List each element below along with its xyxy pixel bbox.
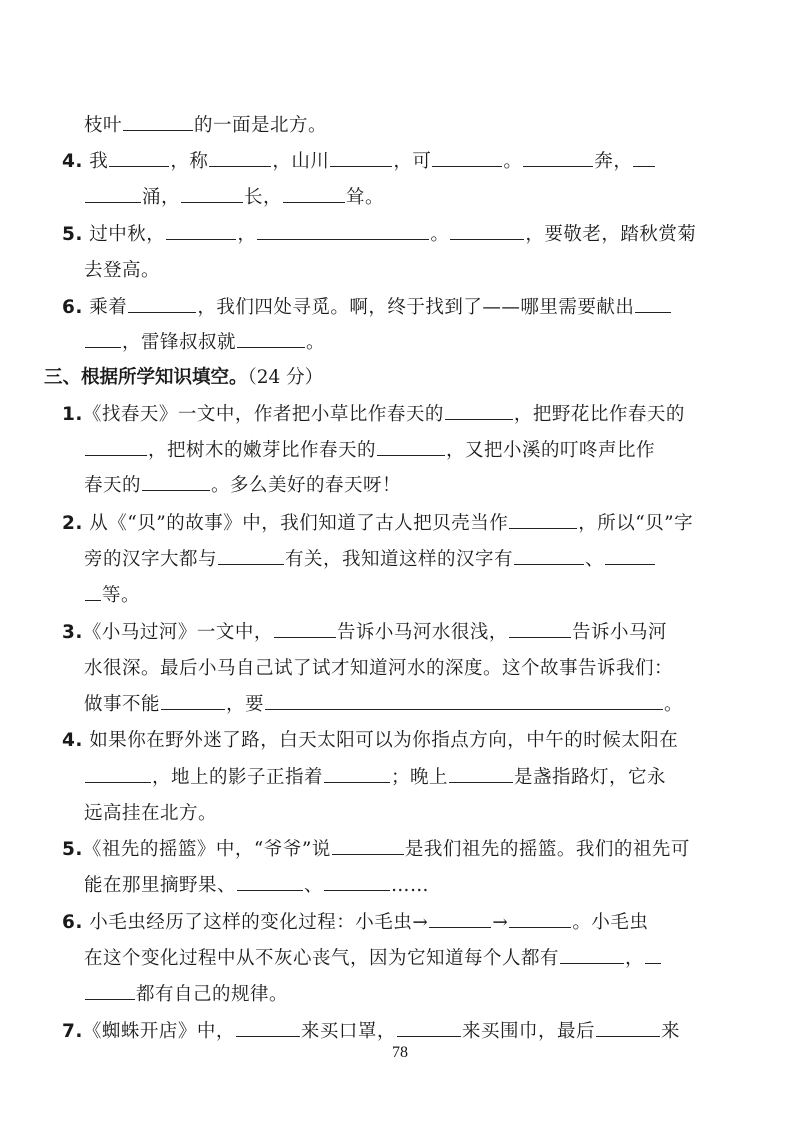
s3-question-3-cont2: 做事不能 ，要 。 bbox=[84, 694, 684, 715]
fill-blank[interactable] bbox=[85, 331, 121, 348]
s3-question-2: 2. 从《“贝”的故事》中，我们知道了古人把贝壳当作 ，所以“贝”字 bbox=[62, 513, 694, 534]
fill-blank[interactable] bbox=[236, 1020, 300, 1037]
fill-blank[interactable] bbox=[85, 584, 101, 601]
fill-blank[interactable] bbox=[377, 439, 445, 456]
line-continuation: 枝叶 的一面是北方。 bbox=[84, 115, 328, 136]
s3-question-6-cont2: 都有自己的规律。 bbox=[84, 983, 288, 1007]
fill-blank[interactable] bbox=[128, 296, 196, 313]
fill-blank[interactable] bbox=[123, 114, 193, 131]
fill-blank[interactable] bbox=[237, 874, 303, 891]
arrow-icon: → bbox=[412, 912, 429, 933]
s3-question-6: 6. 小毛虫经历了这样的变化过程：小毛虫→ → 。小毛虫 bbox=[62, 912, 649, 933]
s3-question-4: 4. 如果你在野外迷了路，白天太阳可以为你指点方向，中午的时候太阳在 bbox=[62, 730, 679, 751]
fill-blank[interactable] bbox=[509, 621, 571, 638]
fill-blank[interactable] bbox=[257, 223, 429, 240]
s3-question-3-cont: 水很深。最后小马自己试了试才知道河水的深度。这个故事告诉我们： bbox=[84, 658, 674, 679]
arrow-icon: → bbox=[492, 912, 509, 933]
fill-blank[interactable] bbox=[109, 150, 169, 167]
fill-blank[interactable] bbox=[324, 766, 390, 783]
fill-blank[interactable] bbox=[397, 1020, 461, 1037]
fill-blank[interactable] bbox=[445, 403, 513, 420]
question-6-cont: ，雷锋叔叔就 。 bbox=[84, 331, 325, 355]
fill-blank[interactable] bbox=[635, 296, 671, 313]
s3-question-4-cont: ，地上的影子正指着 ；晚上 是盏指路灯，它永 bbox=[84, 766, 666, 790]
fill-blank[interactable] bbox=[166, 223, 236, 240]
fill-blank[interactable] bbox=[449, 766, 513, 783]
fill-blank[interactable] bbox=[218, 548, 284, 565]
question-4: 4. 我 ，称 ，山川 ，可 。 奔， bbox=[62, 150, 656, 174]
fill-blank[interactable] bbox=[596, 1020, 660, 1037]
fill-blank[interactable] bbox=[509, 911, 571, 928]
fill-blank[interactable] bbox=[85, 439, 147, 456]
fill-blank[interactable] bbox=[142, 474, 210, 491]
fill-blank[interactable] bbox=[560, 947, 624, 964]
page-number: 78 bbox=[392, 1044, 408, 1061]
fill-blank[interactable] bbox=[432, 150, 502, 167]
question-5: 5. 过中秋， ， 。 ，要敬老，踏秋赏菊 bbox=[62, 224, 697, 245]
fill-blank[interactable] bbox=[161, 693, 225, 710]
s3-question-5-cont: 能在那里摘野果、 、 …… bbox=[84, 875, 430, 896]
fill-blank[interactable] bbox=[429, 911, 491, 928]
fill-blank[interactable] bbox=[274, 621, 336, 638]
question-4-cont: 涌， 长， 耸。 bbox=[84, 186, 384, 210]
s3-question-2-cont: 旁的汉字大都与 有关，我知道这样的汉字有 、 bbox=[84, 548, 656, 572]
question-6: 6. 乘着 ，我们四处寻觅。啊，终于找到了——哪里需要献出 bbox=[62, 296, 672, 320]
fill-blank[interactable] bbox=[237, 331, 305, 348]
s3-question-1-cont2: 春天的 。多么美好的春天呀！ bbox=[84, 475, 402, 496]
s3-question-3: 3.《小马过河》一文中， 告诉小马河水很浅， 告诉小马河 bbox=[62, 622, 667, 643]
s3-question-7: 7.《蜘蛛开店》中， 来买口罩， 来买围巾，最后 来 bbox=[62, 1021, 680, 1042]
fill-blank[interactable] bbox=[509, 512, 577, 529]
section-3-heading: 三、根据所学知识填空。（24 分） bbox=[44, 367, 324, 388]
fill-blank[interactable] bbox=[85, 983, 135, 1000]
fill-blank[interactable] bbox=[209, 150, 271, 167]
s3-question-5: 5.《祖先的摇篮》中，“爷爷”说 是我们祖先的摇篮。我们的祖先可 bbox=[62, 839, 690, 860]
fill-blank[interactable] bbox=[265, 693, 663, 710]
fill-blank[interactable] bbox=[85, 186, 141, 203]
fill-blank[interactable] bbox=[645, 947, 661, 964]
fill-blank[interactable] bbox=[605, 548, 655, 565]
s3-question-1-cont: ，把树木的嫩芽比作春天的 ，又把小溪的叮咚声比作 bbox=[84, 439, 655, 463]
fill-blank[interactable] bbox=[85, 766, 151, 783]
fill-blank[interactable] bbox=[181, 186, 243, 203]
fill-blank[interactable] bbox=[332, 838, 404, 855]
fill-blank[interactable] bbox=[324, 874, 390, 891]
s3-question-2-cont2: 等。 bbox=[84, 584, 140, 608]
fill-blank[interactable] bbox=[523, 150, 593, 167]
fill-blank[interactable] bbox=[450, 223, 524, 240]
s3-question-4-cont2: 远高挂在北方。 bbox=[84, 803, 218, 824]
s3-question-1: 1.《找春天》一文中，作者把小草比作春天的 ，把野花比作春天的 bbox=[62, 404, 685, 425]
question-5-cont: 去登高。 bbox=[84, 260, 161, 281]
fill-blank[interactable] bbox=[633, 150, 655, 167]
fill-blank[interactable] bbox=[283, 186, 345, 203]
s3-question-6-cont: 在这个变化过程中从不灰心丧气，因为它知道每个人都有 ， bbox=[84, 947, 662, 971]
fill-blank[interactable] bbox=[514, 548, 584, 565]
fill-blank[interactable] bbox=[330, 150, 392, 167]
